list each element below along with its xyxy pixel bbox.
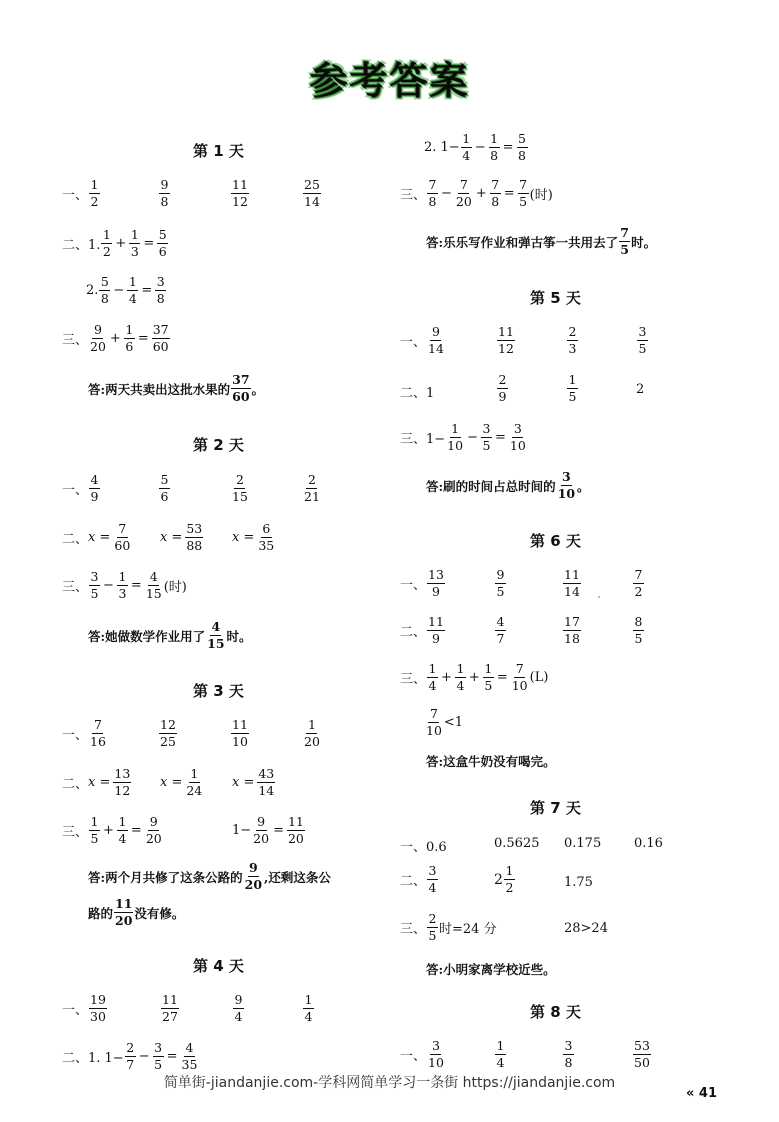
day-1-heading: 第 1 天: [193, 142, 244, 160]
d1-q1-answer-3: $\frac{11}{12}$: [232, 177, 248, 209]
d4-q1-answer-3: $\frac{9}{4}$: [234, 992, 243, 1024]
d8-q1-answer-2: $\frac{1}{4}$: [496, 1038, 505, 1070]
d7-q2-answer-3: 1.75: [564, 875, 593, 890]
d6-answer: 答:这盒牛奶没有喝完。: [426, 754, 556, 769]
d3-q2-x2: x = $\frac{1}{24}$: [160, 766, 203, 798]
d7-answer: 答:小明家离学校近些。: [426, 962, 556, 977]
d1-q3: 三、 $\frac{9}{20}$ + $\frac{1}{6}$ = $\frac{37}{60}$: [62, 322, 169, 354]
d5-q1-answer-4: $\frac{3}{5}$: [638, 324, 647, 356]
d5-answer: 答:刷的时间占总时间的 $\frac{3}{10}$ 。: [426, 469, 590, 501]
d2-q1-label: 一、 $\frac{4}{9}$: [62, 472, 99, 504]
d7-q2-label: 二、 $\frac{3}{4}$: [400, 863, 437, 895]
page-number: « 41: [686, 1086, 718, 1101]
d5-q2-answer-2: $\frac{2}{9}$: [498, 372, 507, 404]
d3-q2: 二、 x = $\frac{13}{12}$: [62, 766, 131, 798]
d6-q1-answer-4: $\frac{7}{2}$: [634, 567, 643, 599]
d4-q1-answer-4: $\frac{1}{4}$: [304, 992, 313, 1024]
watermark-footer: 简单街-jiandanjie.com-学科网简单学习一条街 https://jiandanjie.com: [163, 1075, 616, 1091]
d6-q2-answer-4: $\frac{8}{5}$: [634, 614, 643, 646]
day-8-heading: 第 8 天: [530, 1003, 581, 1021]
d5-q1-label: 一、 $\frac{9}{14}$: [400, 324, 444, 356]
d6-q2-answer-2: $\frac{4}{7}$: [496, 614, 505, 646]
d6-q2-answer-3: $\frac{17}{18}$: [564, 614, 580, 646]
d5-q2-answer-4: 2: [636, 382, 645, 397]
d4-q3: 三、 $\frac{7}{8}$ − $\frac{7}{20}$ + $\frac{7}{8}$ = $\frac{7}{5}$ (时): [400, 177, 553, 209]
d8-q1-label: 一、 $\frac{3}{10}$: [400, 1038, 444, 1070]
d7-q1-answer-2: 0.5625: [494, 836, 540, 851]
d6-q1-answer-3: $\frac{11}{14}$: [564, 567, 580, 599]
d1-q2-2: 2. $\frac{5}{8}$ − $\frac{1}{4}$ = $\frac{3}{8}$: [86, 274, 165, 306]
day-4-heading: 第 4 天: [193, 957, 244, 975]
d7-q2-mixed: 2 $\frac{1}{2}$: [494, 863, 514, 895]
d3-q3: 三、 $\frac{1}{5}$ + $\frac{1}{4}$ = $\frac{9}{20}$: [62, 814, 162, 846]
d7-q3: 三、 $\frac{2}{5}$ 时=24 分: [400, 911, 497, 943]
d6-q1-answer-2: $\frac{9}{5}$: [496, 567, 505, 599]
page-title: 参考答案: [309, 59, 470, 103]
day-2-heading: 第 2 天: [193, 436, 244, 454]
day-7-heading: 第 7 天: [530, 799, 581, 817]
fraction: $\frac{1}{2}$: [90, 177, 99, 209]
d7-q1-label: 一、0.6: [400, 840, 447, 855]
d7-q1-answer-3: 0.175: [564, 836, 602, 851]
d4-q2-1: 二、1. 1− $\frac{2}{7}$ − $\frac{3}{5}$ = $\frac{4}{35}$: [62, 1040, 198, 1072]
d4-q2-2: 2. 1− $\frac{1}{4}$ − $\frac{1}{8}$ = $\frac{5}{8}$: [424, 131, 526, 163]
d6-q1-label: 一、 $\frac{13}{9}$: [400, 567, 444, 599]
d3-q1-label: 一、 $\frac{7}{16}$: [62, 717, 106, 749]
day-6-heading: 第 6 天: [530, 532, 581, 550]
d5-q3: 三、1− $\frac{1}{10}$ − $\frac{3}{5}$ = $\frac{3}{10}$: [400, 421, 526, 453]
d5-q2-label: 二、1: [400, 386, 435, 401]
speck: [598, 596, 600, 598]
d4-answer: 答:乐乐写作业和弹古筝一共用去了 $\frac{7}{5}$ 时。: [426, 225, 657, 257]
d3-q1-answer-2: $\frac{12}{25}$: [160, 717, 176, 749]
d6-q2-label: 二、 $\frac{11}{9}$: [400, 614, 444, 646]
d1-answer: 答:两天共卖出这批水果的 $\frac{37}{60}$ 。: [88, 372, 265, 404]
d7-q1-answer-4: 0.16: [634, 836, 663, 851]
d1-q1-answer-4: $\frac{25}{14}$: [304, 177, 320, 209]
d2-q1-answer-3: $\frac{2}{15}$: [232, 472, 248, 504]
d1-q2-1: 二、1. $\frac{1}{2}$ + $\frac{1}{3}$ = $\frac{5}{6}$: [62, 227, 167, 259]
d8-q1-answer-3: $\frac{3}{8}$: [564, 1038, 573, 1070]
d2-q2-x2: x = $\frac{53}{88}$: [160, 521, 203, 553]
d8-q1-answer-4: $\frac{53}{50}$: [634, 1038, 650, 1070]
d4-q1-label: 一、 $\frac{19}{30}$: [62, 992, 106, 1024]
d2-q1-answer-4: $\frac{2}{21}$: [304, 472, 320, 504]
d5-q1-answer-2: $\frac{11}{12}$: [498, 324, 514, 356]
day-5-heading: 第 5 天: [530, 289, 581, 307]
d1-q1-label: 一、 $\frac{1}{2}$: [62, 177, 99, 209]
d5-q1-answer-3: $\frac{2}{3}$: [568, 324, 577, 356]
d3-q1-answer-4: $\frac{1}{20}$: [304, 717, 320, 749]
d3-q3-b: 1− $\frac{9}{20}$ = $\frac{11}{20}$: [232, 814, 304, 846]
d2-q2: 二、 x = $\frac{7}{60}$: [62, 521, 131, 553]
d1-q1-answer-2: $\frac{9}{8}$: [160, 177, 169, 209]
d7-q3-compare: 28>24: [564, 921, 608, 936]
d3-q2-x3: x = $\frac{43}{14}$: [232, 766, 275, 798]
d3-q1-answer-3: $\frac{11}{10}$: [232, 717, 248, 749]
d5-q2-answer-3: $\frac{1}{5}$: [568, 372, 577, 404]
d2-q2-x3: x = $\frac{6}{35}$: [232, 521, 275, 553]
d4-q1-answer-2: $\frac{11}{27}$: [162, 992, 178, 1024]
d3-answer-line2: 路的 $\frac{11}{20}$ 没有修。: [88, 896, 185, 928]
day-3-heading: 第 3 天: [193, 682, 244, 700]
d2-q1-answer-2: $\frac{5}{6}$: [160, 472, 169, 504]
d6-q3: 三、 $\frac{1}{4}$ + $\frac{1}{4}$ + $\frac{1}{5}$ = $\frac{7}{10}$ (L): [400, 661, 549, 693]
d2-q3: 三、 $\frac{3}{5}$ − $\frac{1}{3}$ = $\frac{4}{15}$ (时): [62, 569, 187, 601]
d6-q3-compare: $\frac{7}{10}$ <1: [426, 706, 464, 738]
d3-answer-line1: 答:两个月共修了这条公路的 $\frac{9}{20}$ ,还剩这条公: [88, 860, 331, 892]
d2-answer: 答:她做数学作业用了 $\frac{4}{15}$ 时。: [88, 619, 252, 651]
